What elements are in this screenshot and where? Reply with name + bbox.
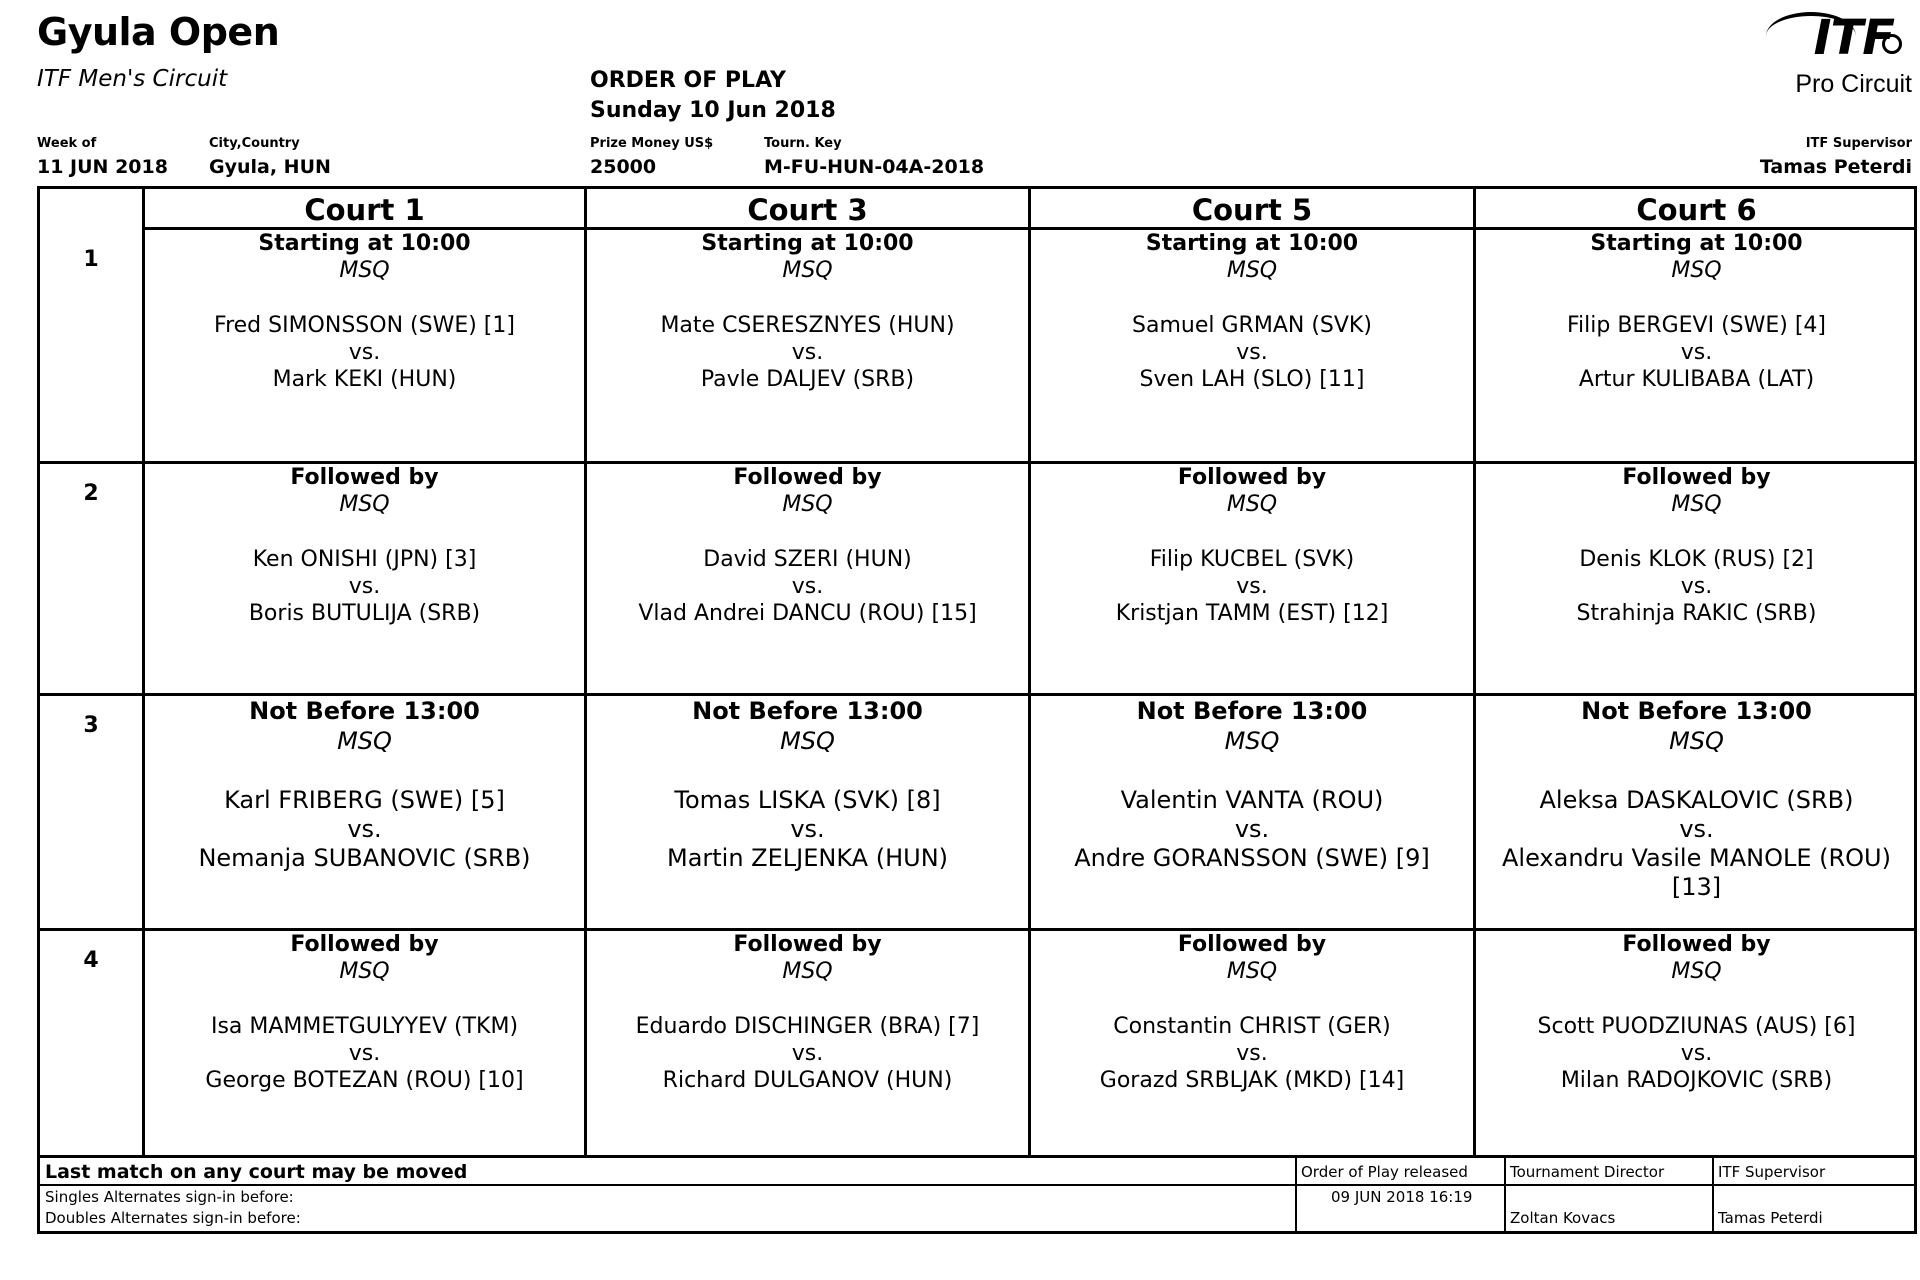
player-two: Mark KEKI (HUN) <box>272 367 457 392</box>
player-two: Alexandru Vasile MANOLE (ROU) [13] <box>1502 844 1891 901</box>
match-cell <box>1476 696 1917 928</box>
prize-money-label: Prize Money US$ <box>590 136 714 151</box>
match-time: Followed by <box>733 932 882 957</box>
round-number: 3 <box>83 713 99 738</box>
match-time: Followed by <box>1622 465 1771 490</box>
prize-money-value: 25000 <box>590 156 657 178</box>
director-value: Zoltan Kovacs <box>1510 1209 1616 1227</box>
logo-itf-text: ITF <box>1813 10 1894 66</box>
player-one: Mate CSERESZNYES (HUN) <box>660 313 955 338</box>
tournament-title: Gyula Open <box>37 10 280 54</box>
footer-supervisor-value: Tamas Peterdi <box>1718 1209 1823 1227</box>
match-time: Followed by <box>290 932 439 957</box>
versus-label: vs. <box>347 815 382 843</box>
match-type: MSQ <box>339 258 390 283</box>
match-type: MSQ <box>780 727 835 755</box>
match-type: MSQ <box>339 492 390 517</box>
versus-label: vs. <box>1679 815 1714 843</box>
match-time: Followed by <box>733 465 882 490</box>
court-header: Court 5 <box>1191 193 1313 227</box>
court-header: Court 1 <box>304 193 425 227</box>
player-one: Valentin VANTA (ROU) <box>1120 786 1384 814</box>
match-cell <box>1031 464 1473 693</box>
player-two: Martin ZELJENKA (HUN) <box>666 844 949 872</box>
released-label: Order of Play released <box>1301 1163 1468 1181</box>
player-one: Samuel GRMAN (SVK) <box>1132 313 1372 338</box>
player-one: Ken ONISHI (JPN) [3] <box>252 547 477 572</box>
player-two: Sven LAH (SLO) [11] <box>1139 367 1365 392</box>
singles-alternates-label: Singles Alternates sign-in before: <box>45 1188 294 1206</box>
match-cell <box>1031 230 1473 461</box>
circuit-subtitle: ITF Men's Circuit <box>37 66 228 92</box>
last-match-note: Last match on any court may be moved <box>45 1161 468 1183</box>
versus-label: vs. <box>348 340 381 365</box>
versus-label: vs. <box>790 815 825 843</box>
round-number: 1 <box>83 247 99 272</box>
match-time: Not Before 13:00 <box>692 697 923 725</box>
player-two: Andre GORANSSON (SWE) [9] <box>1074 844 1430 872</box>
versus-label: vs. <box>348 1041 381 1066</box>
round-number: 2 <box>83 481 99 506</box>
versus-label: vs. <box>1236 1041 1268 1066</box>
match-type: MSQ <box>1671 492 1722 517</box>
player-one: Denis KLOK (RUS) [2] <box>1579 547 1814 572</box>
versus-label: vs. <box>1680 574 1713 599</box>
player-two: Strahinja RAKIC (SRB) <box>1576 601 1817 626</box>
match-time: Starting at 10:00 <box>258 231 471 256</box>
match-type: MSQ <box>782 258 833 283</box>
match-time: Followed by <box>290 465 439 490</box>
match-type: MSQ <box>1226 258 1278 283</box>
versus-label: vs. <box>791 340 824 365</box>
director-label: Tournament Director <box>1510 1163 1665 1181</box>
match-cell <box>1476 230 1917 461</box>
player-two: Pavle DALJEV (SRB) <box>700 367 915 392</box>
versus-label: vs. <box>348 574 381 599</box>
match-time: Starting at 10:00 <box>1145 231 1359 256</box>
player-one: Tomas LISKA (SVK) [8] <box>674 786 941 814</box>
match-time: Starting at 10:00 <box>1590 231 1803 256</box>
player-one: Isa MAMMETGULYYEV (TKM) <box>210 1014 519 1039</box>
versus-label: vs. <box>791 574 824 599</box>
city-label: City,Country <box>209 136 300 151</box>
match-type: MSQ <box>1224 727 1280 755</box>
match-time: Followed by <box>1177 932 1327 957</box>
city-value: Gyula, HUN <box>209 156 331 178</box>
court-header: Court 3 <box>747 193 868 227</box>
match-time: Followed by <box>1622 932 1771 957</box>
versus-label: vs. <box>1680 340 1713 365</box>
player-one: Filip KUCBEL (SVK) <box>1149 547 1355 572</box>
order-of-play-label: ORDER OF PLAY <box>590 68 786 93</box>
itf-pro-circuit-logo <box>1752 10 1912 100</box>
week-label: Week of <box>37 136 97 151</box>
match-type: MSQ <box>1671 959 1722 984</box>
week-value: 11 JUN 2018 <box>37 156 168 178</box>
match-cell <box>1031 931 1473 1158</box>
match-cell <box>145 230 584 461</box>
doubles-alternates-label: Doubles Alternates sign-in before: <box>45 1209 301 1227</box>
match-cell <box>587 230 1028 461</box>
player-two: Kristjan TAMM (EST) [12] <box>1115 601 1389 626</box>
versus-label: vs. <box>1680 1041 1713 1066</box>
match-type: MSQ <box>337 727 392 755</box>
match-time: Not Before 13:00 <box>1136 697 1368 725</box>
footer-panel <box>37 1158 1917 1234</box>
tourn-key-value: M-FU-HUN-04A-2018 <box>764 156 985 178</box>
match-type: MSQ <box>1226 959 1278 984</box>
order-of-play-grid <box>37 186 1917 1158</box>
versus-label: vs. <box>1234 815 1270 843</box>
player-two: Vlad Andrei DANCU (ROU) [15] <box>638 601 977 626</box>
match-time: Not Before 13:00 <box>1581 697 1812 725</box>
player-two: Nemanja SUBANOVIC (SRB) <box>198 844 531 872</box>
match-cell <box>1031 696 1473 928</box>
released-value: 09 JUN 2018 16:19 <box>1331 1188 1473 1206</box>
match-time: Not Before 13:00 <box>249 697 480 725</box>
player-one: Filip BERGEVI (SWE) [4] <box>1566 313 1827 338</box>
player-two: Richard DULGANOV (HUN) <box>662 1068 953 1093</box>
match-cell <box>587 464 1028 693</box>
player-two: Milan RADOJKOVIC (SRB) <box>1560 1068 1833 1093</box>
tourn-key-label: Tourn. Key <box>764 136 842 151</box>
match-cell <box>1476 464 1917 693</box>
match-type: MSQ <box>782 959 833 984</box>
player-one: Fred SIMONSSON (SWE) [1] <box>214 313 515 338</box>
match-cell <box>1476 931 1917 1158</box>
player-two: Artur KULIBABA (LAT) <box>1578 367 1815 392</box>
player-one: Constantin CHRIST (GER) <box>1113 1014 1391 1039</box>
player-one: Eduardo DISCHINGER (BRA) [7] <box>635 1014 980 1039</box>
match-type: MSQ <box>339 959 390 984</box>
player-one: Aleksa DASKALOVIC (SRB) <box>1539 786 1854 814</box>
match-cell <box>145 931 584 1158</box>
footer-supervisor-label: ITF Supervisor <box>1718 1163 1826 1181</box>
player-two: George BOTEZAN (ROU) [10] <box>205 1068 524 1093</box>
versus-label: vs. <box>1236 340 1268 365</box>
versus-label: vs. <box>1236 574 1268 599</box>
match-type: MSQ <box>782 492 833 517</box>
match-cell <box>145 464 584 693</box>
round-number: 4 <box>83 948 99 973</box>
versus-label: vs. <box>791 1041 824 1066</box>
player-one: Karl FRIBERG (SWE) [5] <box>224 786 505 814</box>
tennis-ball-icon <box>1882 34 1902 54</box>
court-header: Court 6 <box>1636 193 1757 227</box>
logo-pro-circuit-text: Pro Circuit <box>1795 70 1912 98</box>
supervisor-label: ITF Supervisor <box>1805 136 1912 151</box>
match-time: Followed by <box>1177 465 1327 490</box>
play-date: Sunday 10 Jun 2018 <box>590 98 836 123</box>
player-one: David SZERI (HUN) <box>703 547 912 572</box>
match-cell <box>587 696 1028 928</box>
match-cell <box>587 931 1028 1158</box>
match-type: MSQ <box>1669 727 1724 755</box>
player-two: Boris BUTULIJA (SRB) <box>248 601 481 626</box>
player-one: Scott PUODZIUNAS (AUS) [6] <box>1537 1014 1856 1039</box>
match-type: MSQ <box>1226 492 1278 517</box>
player-two: Gorazd SRBLJAK (MKD) [14] <box>1099 1068 1405 1093</box>
supervisor-value: Tamas Peterdi <box>1759 156 1912 178</box>
match-cell <box>145 696 584 928</box>
order-of-play-heading <box>590 66 836 126</box>
match-time: Starting at 10:00 <box>701 231 914 256</box>
match-type: MSQ <box>1671 258 1722 283</box>
